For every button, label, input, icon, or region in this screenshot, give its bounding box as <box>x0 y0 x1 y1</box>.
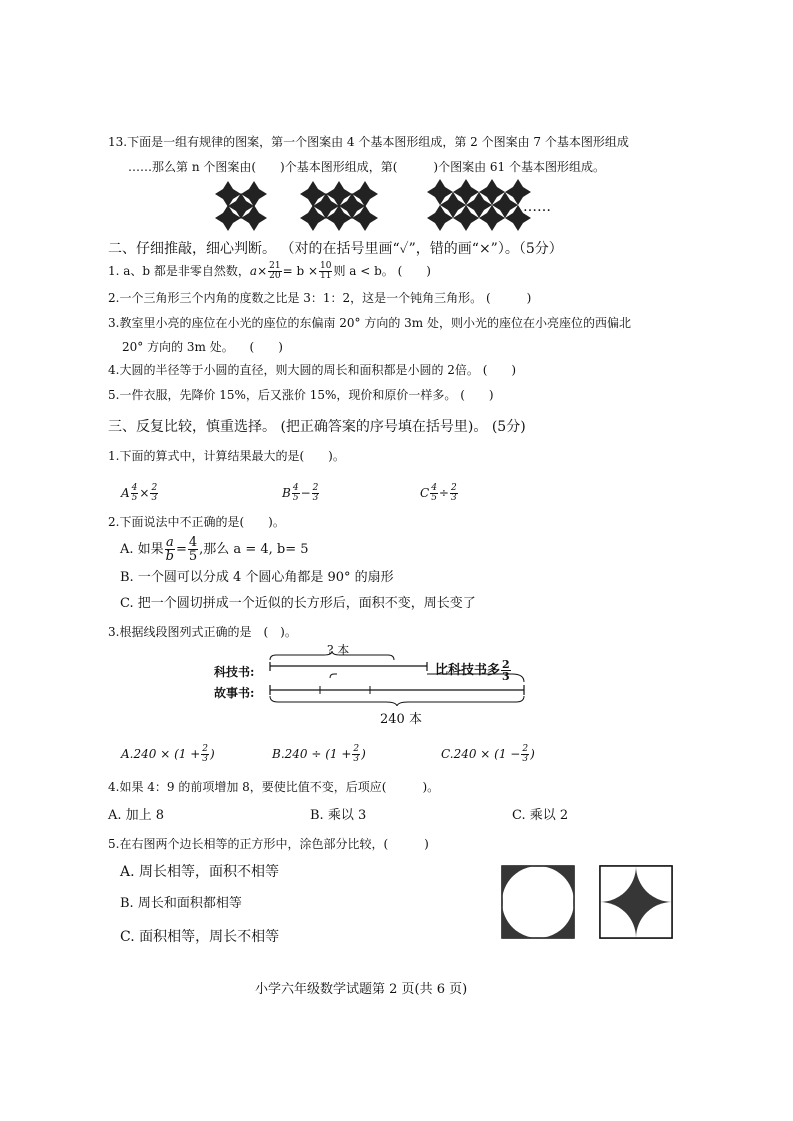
s3-q4-option-c: C. 乘以 2 <box>512 808 569 823</box>
shaded-squares-figure <box>500 864 680 944</box>
s3-q3-stem: 3.根据线段图列式正确的是 ( )。 <box>108 625 297 639</box>
s2-q4: 4.大圆的半径等于小圆的直径，则大圆的周长和面积都是小圆的 2倍。 ( ) <box>108 363 517 377</box>
pattern-2 <box>300 181 378 231</box>
line-segment-diagram <box>262 646 562 706</box>
s3-q2-stem: 2.下面说法中不正确的是( )。 <box>108 515 285 529</box>
page-footer: 小学六年级数学试题第 2 页(共 6 页) <box>255 982 468 997</box>
pattern-3 <box>427 179 531 231</box>
section2-heading: 二、仔细推敲，细心判断。 （对的在括号里画“✓”，错的画“×”）。（5分） <box>108 241 563 257</box>
s3-q1-option-a: A $\frac{4}{5}$ × $\frac{2}{3}$ <box>121 483 158 503</box>
s3-q3-option-a: A.240 × (1 + $\frac{2}{3}$ ) <box>121 744 215 764</box>
s3-q2-option-b: B. 一个圆可以分成 4 个圆心角都是 90° 的扇形 <box>120 570 394 585</box>
s2-q1: 1. a、b 都是非零自然数，a× $\frac{21}{20}$ = b × $\frac{10}{11}$ 则 a < b。 ( ) <box>108 261 431 281</box>
s3-q2-option-a: A. 如果 $\frac{a}{b}$ = $\frac{4}{5}$ ,那么 a = 4, b= 5 <box>120 535 309 564</box>
s3-q5-option-a: A. 周长相等，面积不相等 <box>120 864 280 880</box>
left-square <box>502 866 574 938</box>
q13-line1: 13.下面是一组有规律的图案，第一个图案由 4 个基本图形组成，第 2 个图案由 7 个基本图形组成 <box>108 135 629 149</box>
s3-q5-stem: 5.在右图两个边长相等的正方形中，涂色部分比较，( ) <box>108 837 429 851</box>
diagram-row-science: 科技书: <box>214 665 255 679</box>
s3-q4-option-b: B. 乘以 3 <box>310 808 367 823</box>
diagram-label-top: ? 本 <box>327 643 350 657</box>
s2-q3-line2: 20° 方向的 3m 处。 ( ) <box>122 340 283 354</box>
s3-q3-option-b: B.240 ÷ (1 + $\frac{2}{3}$ ) <box>272 744 366 764</box>
diagram-note: 比科技书多 $\frac{2}{3}$ <box>435 658 510 683</box>
q13-line2: ……那么第 n 个图案由( )个基本图形组成，第( )个图案由 61 个基本图形组成。 <box>128 160 605 174</box>
diagram-row-story: 故事书: <box>214 686 255 700</box>
diagram-total: 240 本 <box>380 712 422 727</box>
pattern-1 <box>215 181 267 231</box>
pattern-ellipsis: …… <box>523 199 551 215</box>
s3-q3-option-c: C.240 × (1 − $\frac{2}{3}$ ) <box>441 744 535 764</box>
right-square <box>600 866 672 938</box>
s2-q5: 5.一件衣服，先降价 15%，后又涨价 15%，现价和原价一样多。 ( ) <box>108 388 494 402</box>
s3-q1-option-b: B $\frac{4}{5}$ − $\frac{2}{3}$ <box>282 483 319 503</box>
s3-q1-stem: 1.下面的算式中，计算结果最大的是( )。 <box>108 449 345 463</box>
s2-q3-line1: 3.教室里小亮的座位在小光的座位的东偏南 20° 方向的 3m 处，则小光的座位在小亮座位的西偏北 <box>108 316 631 330</box>
section3-heading: 三、反复比较，慎重选择。 (把正确答案的序号填在括号里)。 (5分) <box>108 419 526 435</box>
s3-q5-option-c: C. 面积相等，周长不相等 <box>120 929 280 945</box>
s3-q4-option-a: A. 加上 8 <box>108 808 165 823</box>
s3-q4-stem: 4.如果 4：9 的前项增加 8，要使比值不变，后项应( )。 <box>108 780 440 794</box>
pattern-figures <box>0 178 793 238</box>
s3-q1-option-c: C $\frac{4}{5}$ ÷ $\frac{2}{3}$ <box>420 483 457 503</box>
s3-q2-option-c: C. 把一个圆切拼成一个近似的长方形后，面积不变，周长变了 <box>120 596 476 611</box>
s2-q2: 2.一个三角形三个内角的度数之比是 3：1：2，这是一个钝角三角形。 ( ) <box>108 291 532 305</box>
s3-q5-option-b: B. 周长和面积都相等 <box>120 896 242 911</box>
